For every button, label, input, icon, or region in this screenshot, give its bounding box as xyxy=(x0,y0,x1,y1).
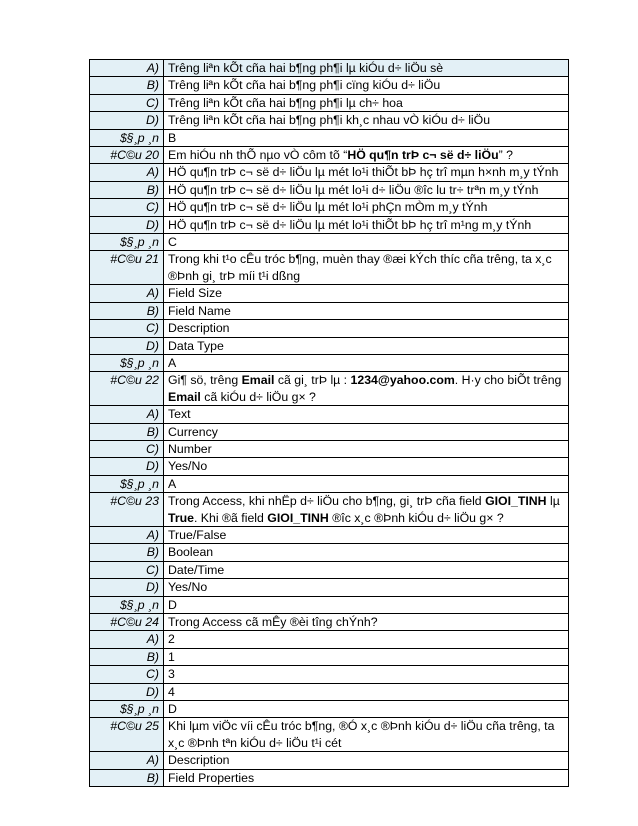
row-text xyxy=(164,666,569,683)
table-row xyxy=(90,94,569,111)
row-text xyxy=(164,406,569,423)
row-key: $§¸p ¸n xyxy=(90,475,164,492)
bold-term: Email xyxy=(241,373,275,388)
table-row xyxy=(90,77,569,94)
row-key: #C©u 21 xyxy=(90,251,164,285)
text-segment: Trong khi t¹o cÊu tróc b¶ng, muèn thay ®æi kÝch thíc cña trêng, ta x¸c ®Þnh gi¸ trÞ míi t¹i dßng xyxy=(168,252,552,283)
row-text xyxy=(164,77,569,94)
table-row xyxy=(90,493,569,527)
row-text xyxy=(164,285,569,302)
row-text xyxy=(164,631,569,648)
row-text xyxy=(164,493,569,527)
text-segment: Em hiÓu nh thÕ nµo vÒ côm tõ “ xyxy=(168,148,348,163)
table-row xyxy=(90,440,569,457)
row-key: A) xyxy=(90,285,164,302)
table-row xyxy=(90,216,569,233)
text-segment: . Khi ®ã field xyxy=(193,510,268,525)
text-segment: 4 xyxy=(168,684,175,699)
row-key: B) xyxy=(90,302,164,319)
table-row xyxy=(90,701,569,718)
table-row xyxy=(90,648,569,665)
table-row xyxy=(90,423,569,440)
row-key: C) xyxy=(90,561,164,578)
row-text xyxy=(164,147,569,164)
text-segment: Description xyxy=(168,753,230,768)
row-text xyxy=(164,614,569,631)
text-segment: C xyxy=(168,235,177,250)
question-table-body xyxy=(90,60,569,787)
row-text xyxy=(164,526,569,543)
text-segment: 1 xyxy=(168,649,175,664)
row-key: B) xyxy=(90,181,164,198)
table-row xyxy=(90,60,569,77)
row-key: A) xyxy=(90,752,164,769)
text-segment: Text xyxy=(168,407,191,422)
row-key: A) xyxy=(90,60,164,77)
row-text xyxy=(164,579,569,596)
text-segment: Trêng liªn kÕt cña hai b¶ng ph¶i cïng kiÓu d÷ liÖu xyxy=(168,78,441,93)
row-text xyxy=(164,648,569,665)
table-row xyxy=(90,769,569,786)
table-row xyxy=(90,406,569,423)
row-key: D) xyxy=(90,458,164,475)
text-segment: ®îc x¸c ®Þnh kiÓu d÷ liÖu g× ? xyxy=(328,510,504,525)
table-row xyxy=(90,129,569,146)
row-key: A) xyxy=(90,164,164,181)
text-segment: Field Size xyxy=(168,286,222,301)
table-row xyxy=(90,475,569,492)
text-segment: Date/Time xyxy=(168,562,225,577)
text-segment: Number xyxy=(168,441,212,456)
bold-term: Email xyxy=(168,389,201,404)
row-key: #C©u 23 xyxy=(90,493,164,527)
bold-term: 1234@yahoo.com xyxy=(350,373,455,388)
table-row xyxy=(90,234,569,251)
text-segment: HÖ qu¶n trÞ c¬ së d÷ liÖu lµ mét lo¹i d÷ liÖu ®îc lu tr÷ trªn m¸y tÝnh xyxy=(168,182,539,197)
text-segment: Currency xyxy=(168,424,218,439)
row-text xyxy=(164,440,569,457)
row-text xyxy=(164,302,569,319)
question-table xyxy=(89,59,569,787)
table-row xyxy=(90,666,569,683)
row-key: $§¸p ¸n xyxy=(90,129,164,146)
row-text xyxy=(164,561,569,578)
bold-term: GIOI_TINH xyxy=(267,510,329,525)
table-row xyxy=(90,458,569,475)
row-key: $§¸p ¸n xyxy=(90,596,164,613)
text-segment: lµ xyxy=(546,494,560,509)
text-segment: Field Name xyxy=(168,303,231,318)
row-key: B) xyxy=(90,648,164,665)
row-text xyxy=(164,164,569,181)
row-text xyxy=(164,60,569,77)
row-key: B) xyxy=(90,769,164,786)
row-text xyxy=(164,354,569,371)
text-segment: Khi lµm viÖc víi cÊu tróc b¶ng, ®Ó x¸c ®Þnh kiÓu d÷ liÖu cña trêng, ta x¸c ®Þnh tªn kiÓu d÷ liÖu t¹i cét xyxy=(168,719,555,750)
row-text xyxy=(164,769,569,786)
text-segment: A xyxy=(168,476,177,491)
table-row xyxy=(90,579,569,596)
text-segment: D xyxy=(168,597,177,612)
row-text xyxy=(164,199,569,216)
row-text xyxy=(164,458,569,475)
table-row xyxy=(90,320,569,337)
table-row xyxy=(90,337,569,354)
row-key: D) xyxy=(90,579,164,596)
row-key: A) xyxy=(90,406,164,423)
table-row xyxy=(90,596,569,613)
table-row xyxy=(90,164,569,181)
row-key: D) xyxy=(90,337,164,354)
table-row xyxy=(90,251,569,285)
table-row xyxy=(90,147,569,164)
row-key: $§¸p ¸n xyxy=(90,701,164,718)
row-key: $§¸p ¸n xyxy=(90,354,164,371)
table-row xyxy=(90,544,569,561)
text-segment: Yes/No xyxy=(168,580,208,595)
row-key: B) xyxy=(90,77,164,94)
row-text xyxy=(164,683,569,700)
text-segment: HÖ qu¶n trÞ c¬ së d÷ liÖu lµ mét lo¹i phÇn mÒm m¸y tÝnh xyxy=(168,200,488,215)
table-row xyxy=(90,302,569,319)
text-segment: Yes/No xyxy=(168,459,208,474)
bold-term: True xyxy=(168,510,194,525)
table-row xyxy=(90,526,569,543)
row-key: A) xyxy=(90,631,164,648)
table-row xyxy=(90,354,569,371)
row-key: C) xyxy=(90,94,164,111)
text-segment: 3 xyxy=(168,667,175,682)
text-segment: Trong Access cã mÊy ®èi tîng chÝnh? xyxy=(168,615,378,629)
table-row xyxy=(90,683,569,700)
table-row xyxy=(90,752,569,769)
row-text xyxy=(164,372,569,406)
row-key: C) xyxy=(90,666,164,683)
text-segment: True/False xyxy=(168,527,227,542)
table-row xyxy=(90,614,569,631)
row-key: D) xyxy=(90,112,164,129)
text-segment: Trong Access, khi nhËp d÷ liÖu cho b¶ng, gi¸ trÞ cña field xyxy=(168,494,486,509)
row-key: D) xyxy=(90,216,164,233)
text-segment: cã gi¸ trÞ lµ : xyxy=(274,373,351,388)
text-segment: . H·y cho biÕt trêng xyxy=(454,373,562,388)
table-row xyxy=(90,285,569,302)
row-text xyxy=(164,234,569,251)
text-segment: Data Type xyxy=(168,338,224,353)
table-row xyxy=(90,631,569,648)
table-row xyxy=(90,561,569,578)
row-text xyxy=(164,337,569,354)
row-key: #C©u 24 xyxy=(90,614,164,631)
row-text xyxy=(164,596,569,613)
text-segment: HÖ qu¶n trÞ c¬ së d÷ liÖu lµ mét lo¹i thiÕt bÞ hç trî m¹ng m¸y tÝnh xyxy=(168,217,532,232)
row-text xyxy=(164,216,569,233)
row-text xyxy=(164,701,569,718)
table-row xyxy=(90,112,569,129)
text-segment: D xyxy=(168,702,177,717)
row-key: C) xyxy=(90,199,164,216)
row-key: A) xyxy=(90,526,164,543)
row-text xyxy=(164,181,569,198)
table-row xyxy=(90,199,569,216)
row-key: B) xyxy=(90,423,164,440)
table-row xyxy=(90,372,569,406)
row-text xyxy=(164,475,569,492)
text-segment: Trêng liªn kÕt cña hai b¶ng ph¶i lµ ch÷ hoa xyxy=(168,95,403,110)
row-key: $§¸p ¸n xyxy=(90,234,164,251)
row-text xyxy=(164,752,569,769)
table-row xyxy=(90,718,569,752)
text-segment: Trêng liªn kÕt cña hai b¶ng ph¶i kh¸c nhau vÒ kiÓu d÷ liÖu xyxy=(168,113,491,128)
row-text xyxy=(164,718,569,752)
row-key: C) xyxy=(90,320,164,337)
text-segment: cã kiÓu d÷ liÖu g× ? xyxy=(200,389,316,404)
bold-term: HÖ qu¶n trÞ c¬ së d÷ liÖu xyxy=(347,148,499,163)
row-key: #C©u 20 xyxy=(90,147,164,164)
row-key: C) xyxy=(90,440,164,457)
text-segment: Trêng liªn kÕt cña hai b¶ng ph¶i lµ kiÓu d÷ liÖu sè xyxy=(168,61,444,75)
row-text xyxy=(164,112,569,129)
text-segment: 2 xyxy=(168,632,175,647)
row-text xyxy=(164,544,569,561)
row-key: D) xyxy=(90,683,164,700)
text-segment: ” ? xyxy=(498,148,513,163)
row-key: B) xyxy=(90,544,164,561)
row-text xyxy=(164,251,569,285)
row-text xyxy=(164,129,569,146)
row-key: #C©u 25 xyxy=(90,718,164,752)
text-segment: A xyxy=(168,355,177,370)
text-segment: B xyxy=(168,130,177,145)
text-segment: Boolean xyxy=(168,545,214,560)
text-segment: Gi¶ sö, trêng xyxy=(168,373,242,388)
row-key: #C©u 22 xyxy=(90,372,164,406)
text-segment: Field Properties xyxy=(168,770,255,785)
row-text xyxy=(164,94,569,111)
table-row xyxy=(90,181,569,198)
text-segment: HÖ qu¶n trÞ c¬ së d÷ liÖu lµ mét lo¹i thiÕt bÞ hç trî mµn h×nh m¸y tÝnh xyxy=(168,165,559,180)
bold-term: GIOI_TINH xyxy=(485,494,547,509)
row-text xyxy=(164,320,569,337)
text-segment: Description xyxy=(168,321,230,336)
row-text xyxy=(164,423,569,440)
